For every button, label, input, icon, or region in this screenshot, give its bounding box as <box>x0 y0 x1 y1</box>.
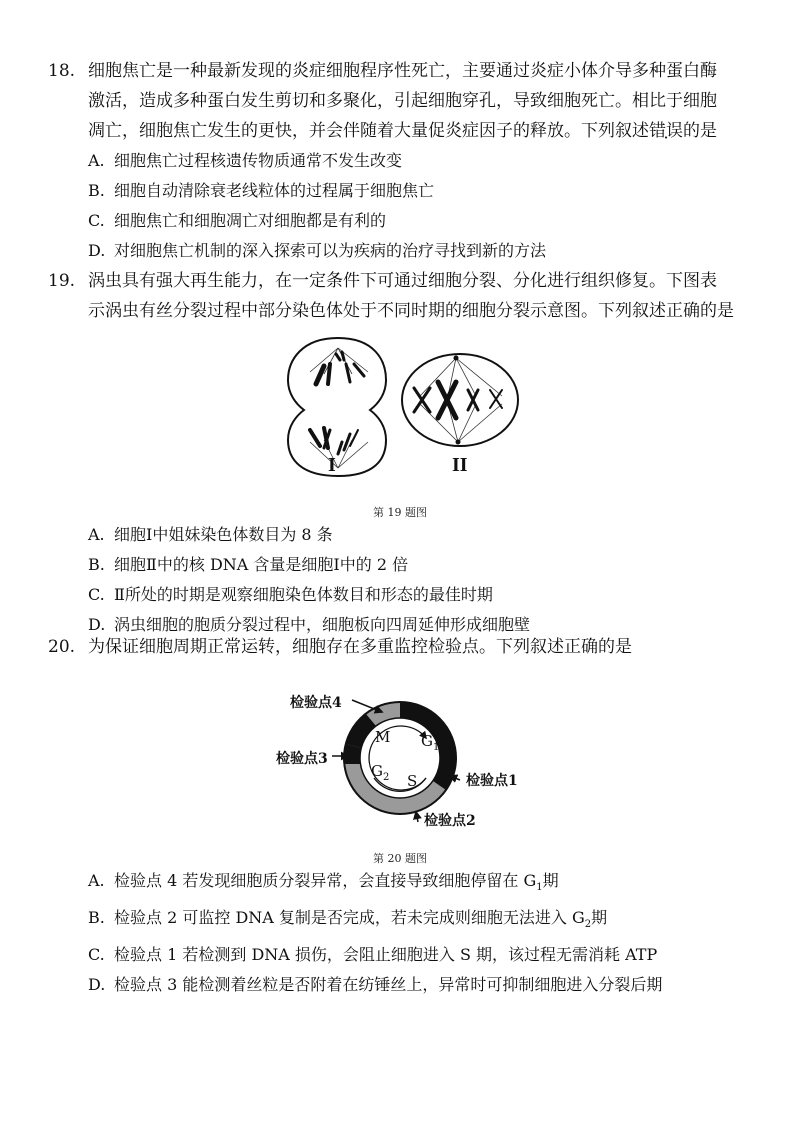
question-19 <box>48 266 760 326</box>
option-c[interactable] <box>48 580 760 610</box>
question-number: 20. <box>48 637 76 657</box>
question-stem-line: 为保证细胞周期正常运转，细胞存在多重监控检验点。下列叙述正确的是 <box>88 637 632 657</box>
option-letter: D. <box>88 241 106 260</box>
option-text: 检验点 4 若发现细胞质分裂异常，会直接导致细胞停留在 G <box>114 871 537 890</box>
cell-division-figure <box>280 330 530 490</box>
question-18 <box>48 56 760 266</box>
phase-g2-label: $G_2$ <box>371 762 390 783</box>
option-d[interactable] <box>48 970 760 1000</box>
question-20-options <box>48 866 760 1000</box>
option-text: 细胞Ⅱ中的核 DNA 含量是细胞Ⅰ中的 2 倍 <box>114 555 409 574</box>
option-c[interactable] <box>48 940 760 970</box>
option-letter: C. <box>88 585 105 604</box>
option-text: 对细胞焦亡机制的深入探索可以为疾病的治疗寻找到新的方法 <box>114 241 547 260</box>
phase-s-label: S <box>407 772 418 790</box>
option-b[interactable] <box>48 176 760 206</box>
question-number: 19. <box>48 271 76 291</box>
option-letter: C. <box>88 945 105 965</box>
question-20 <box>48 632 760 662</box>
question-number: 18. <box>48 61 76 81</box>
option-b[interactable]: B. 检验点 2 可监控 DNA 复制是否完成，若未完成则细胞无法进入 $G_2$期 <box>48 903 760 940</box>
checkpoint-1-label: 检验点1 <box>466 773 518 789</box>
phase-g1-label: $G_1$ <box>421 732 440 753</box>
option-b[interactable] <box>48 550 760 580</box>
option-letter: B. <box>88 908 105 928</box>
option-text: 细胞自动清除衰老线粒体的过程属于细胞焦亡 <box>114 181 435 200</box>
figure-19-caption: 第 19 题图 <box>373 506 427 519</box>
cell-i-label: I <box>328 454 336 476</box>
emphasis-word: 错误 <box>649 121 683 141</box>
question-stem-line: 凋亡，细胞焦亡发生的更快，并会伴随着大量促炎症因子的释放。下列叙述 <box>88 121 649 141</box>
option-letter: A. <box>88 525 105 544</box>
option-letter: A. <box>88 151 105 170</box>
question-stem-line: 涡虫具有强大再生能力，在一定条件下可通过细胞分裂、分化进行组织修复。下图表 <box>88 271 717 291</box>
option-letter: C. <box>88 211 105 230</box>
question-stem-line: 细胞焦亡是一种最新发现的炎症细胞程序性死亡，主要通过炎症小体介导多种蛋白酶 <box>88 61 717 81</box>
option-d[interactable] <box>48 236 760 266</box>
phase-m-label: M <box>375 728 391 746</box>
option-text: 涡虫细胞的胞质分裂过程中，细胞板向四周延伸形成细胞壁 <box>114 615 531 634</box>
option-a[interactable]: A. 检验点 4 若发现细胞质分裂异常，会直接导致细胞停留在 $G_1$期 <box>48 866 760 903</box>
question-stem-line: 激活，造成多种蛋白发生剪切和多聚化，引起细胞穿孔，导致细胞死亡。相比于细胞 <box>88 91 717 111</box>
cell-cycle-ring <box>344 702 456 814</box>
checkpoint-3-label: 检验点3 <box>276 751 328 767</box>
question-stem-line: 示涡虫有丝分裂过程中部分染色体处于不同时期的细胞分裂示意图。下列叙述正确的是 <box>88 301 734 321</box>
option-text: 检验点 3 能检测着丝粒是否附着在纺锤丝上，异常时可抑制细胞进入分裂后期 <box>114 975 663 995</box>
option-letter: D. <box>88 615 106 634</box>
question-19-options <box>48 520 760 640</box>
cell-ii-label: II <box>452 454 468 476</box>
option-text: 细胞焦亡过程核遗传物质通常不发生改变 <box>114 151 403 170</box>
cell-i-diagram <box>288 338 386 476</box>
option-text: 细胞Ⅰ中姐妹染色体数目为 8 条 <box>114 525 333 544</box>
checkpoint-2-label: 检验点2 <box>424 813 476 829</box>
option-a[interactable] <box>48 520 760 550</box>
option-text: 检验点 1 若检测到 DNA 损伤，会阻止细胞进入 S 期，该过程无需消耗 ATP <box>114 945 658 965</box>
option-c[interactable] <box>48 206 760 236</box>
option-letter: B. <box>88 181 105 200</box>
option-text: 细胞焦亡和细胞凋亡对细胞都是有利的 <box>114 211 387 230</box>
option-letter: A. <box>88 871 105 890</box>
checkpoint-4-label: 检验点4 <box>290 695 342 711</box>
option-letter: D. <box>88 975 106 995</box>
option-letter: B. <box>88 555 105 574</box>
question-stem-tail: 的是 <box>683 121 717 141</box>
option-a[interactable] <box>48 146 760 176</box>
figure-20-caption: 第 20 题图 <box>373 852 427 865</box>
cell-ii-diagram <box>402 354 518 446</box>
option-text: Ⅱ所处的时期是观察细胞染色体数目和形态的最佳时期 <box>114 585 493 604</box>
option-text: 检验点 2 可监控 DNA 复制是否完成，若未完成则细胞无法进入 G <box>114 908 585 928</box>
